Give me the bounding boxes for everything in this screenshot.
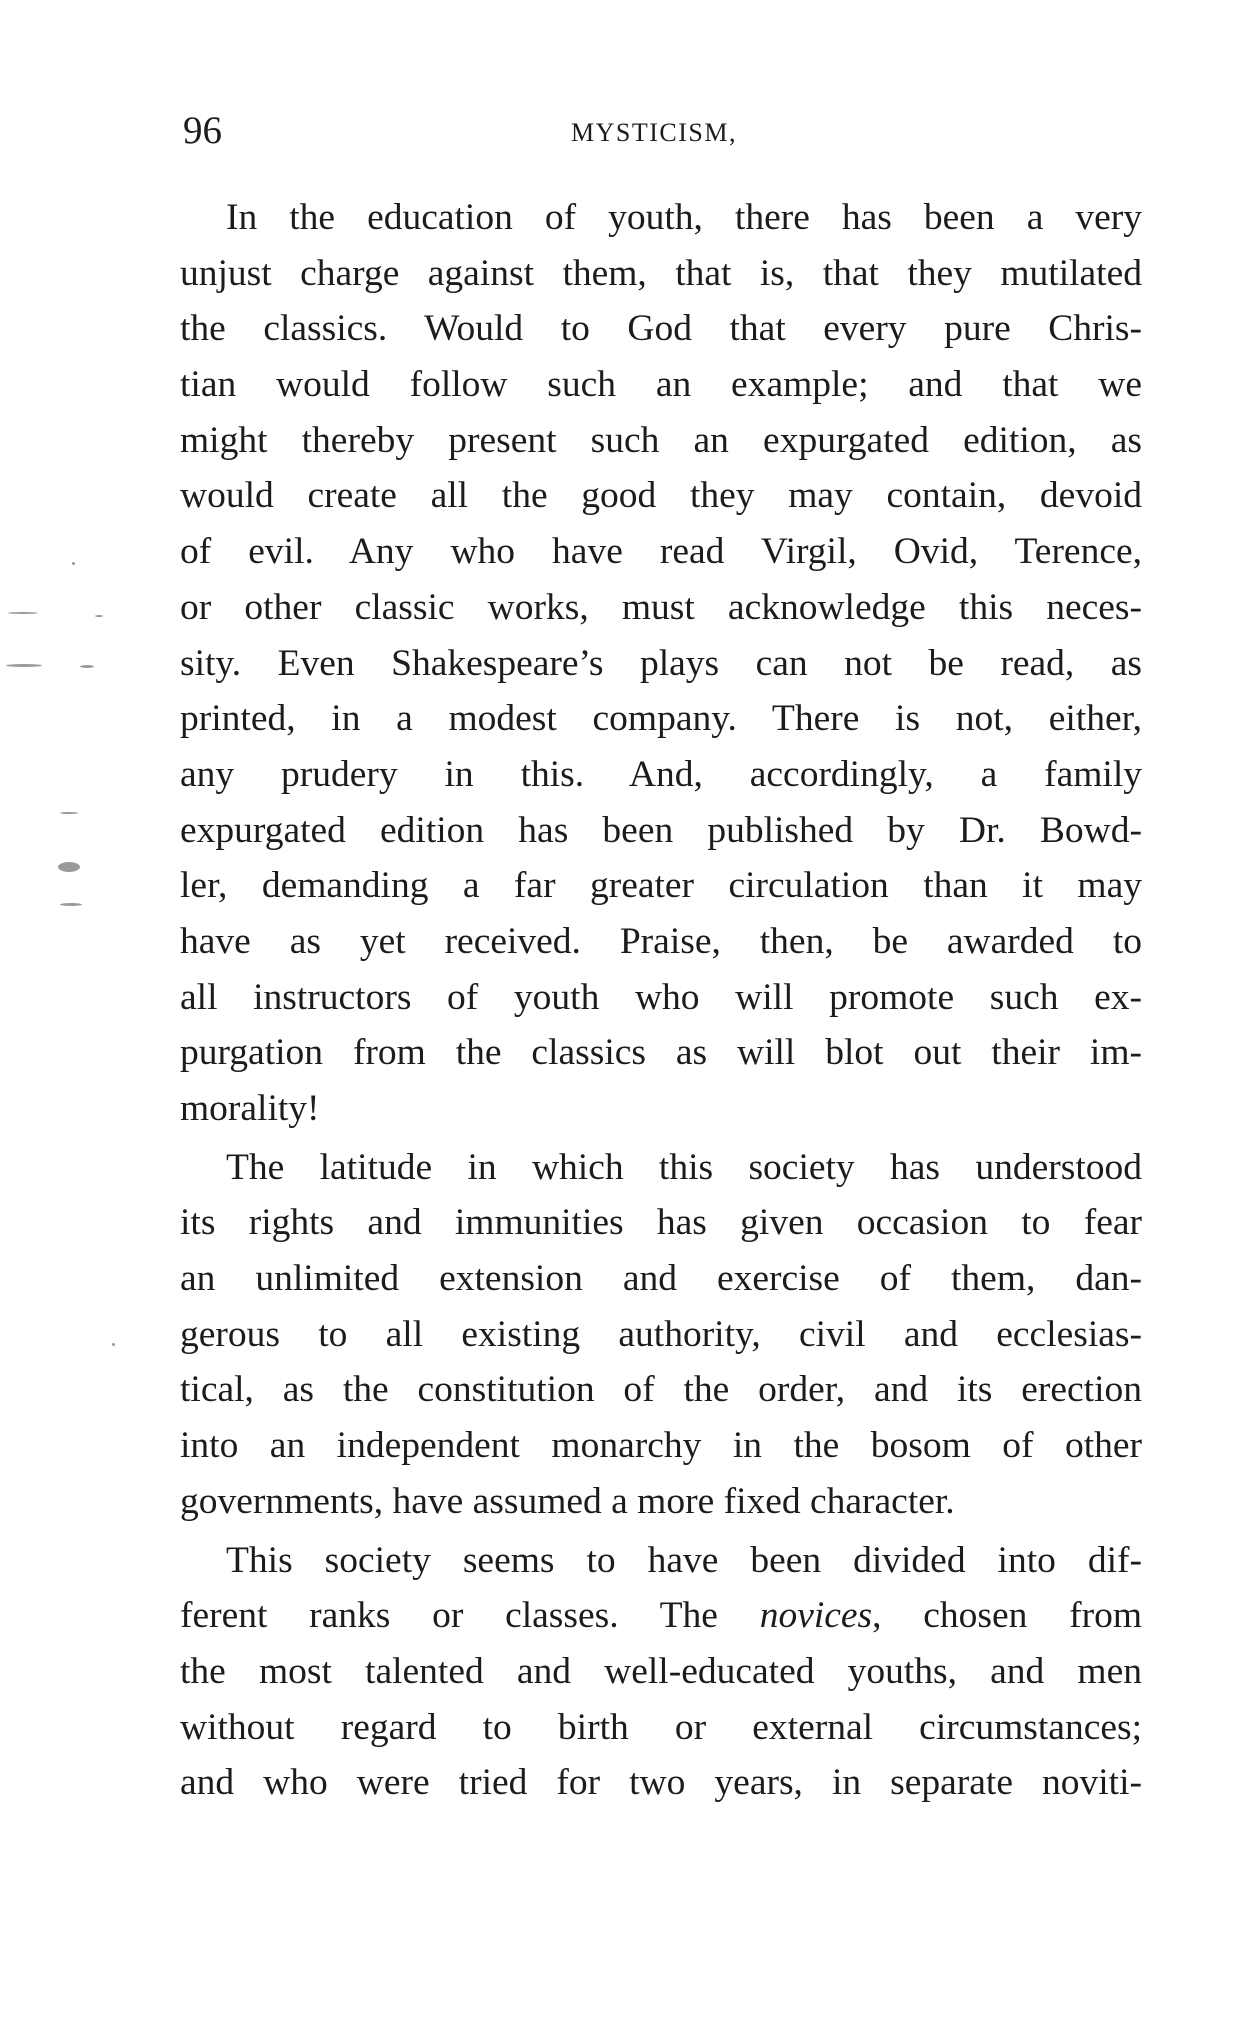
text-line: The latitude in which this society has understood <box>226 1146 1142 1188</box>
text-line: purgation from the classics as will blot out their im- <box>180 1032 1142 1074</box>
margin-speck <box>80 665 94 668</box>
paragraph <box>180 1533 1142 1811</box>
page-header <box>183 108 1143 158</box>
text-line: gerous to all existing authority, civil and ecclesias- <box>180 1313 1142 1355</box>
text-line: all instructors of youth who will promote such ex- <box>180 976 1142 1018</box>
text-run: ferent ranks or classes. The <box>180 1595 760 1637</box>
text-line: the most talented and well-educated youths, and men <box>180 1650 1142 1692</box>
text-line: governments, have assumed a more fixed character. <box>180 1480 955 1522</box>
margin-speck <box>72 562 75 565</box>
margin-speck <box>95 615 103 617</box>
text-line: In the education of youth, there has been a very <box>226 197 1142 238</box>
margin-speck <box>60 903 82 906</box>
text-line: an unlimited extension and exercise of them, dan- <box>180 1258 1142 1300</box>
text-line: into an independent monarchy in the bosom of other <box>180 1425 1142 1467</box>
text-line: of evil. Any who have read Virgil, Ovid, Terence, <box>180 531 1142 573</box>
text-line: without regard to birth or external circumstances; <box>180 1706 1142 1748</box>
text-line: sity. Even Shakespeare’s plays can not be read, as <box>180 642 1142 684</box>
margin-speck <box>60 812 78 814</box>
text-line: printed, in a modest company. There is not, either, <box>180 698 1142 740</box>
text-line: would create all the good they may contain, devoid <box>180 475 1142 517</box>
paragraph <box>180 190 1142 1137</box>
text-line: unjust charge against them, that is, that they mutilated <box>180 252 1142 294</box>
margin-marks <box>0 0 140 2018</box>
text-line: its rights and immunities has given occasion to fear <box>180 1202 1142 1244</box>
text-run: , chosen from <box>872 1595 1143 1637</box>
text-line: or other classic works, must acknowledge this neces- <box>180 586 1142 628</box>
text-line: the classics. Would to God that every pure Chris- <box>180 308 1142 350</box>
text-line: This society seems to have been divided into dif- <box>226 1539 1142 1581</box>
page-number: 96 <box>183 109 222 152</box>
margin-speck <box>8 612 38 614</box>
italic-term-novices: novices <box>759 1595 873 1637</box>
text-line: any prudery in this. And, accordingly, a family <box>180 753 1142 795</box>
text-line: might thereby present such an expurgated edition, as <box>180 419 1142 461</box>
text-line: have as yet received. Praise, then, be awarded to <box>180 920 1142 962</box>
text-line: morality! <box>180 1088 320 1129</box>
margin-speck <box>6 664 42 667</box>
text-line: tical, as the constitution of the order, and its erection <box>180 1369 1142 1411</box>
text-line: tian would follow such an example; and that we <box>180 364 1142 406</box>
running-head: MYSTICISM, <box>571 118 737 147</box>
text-line: and who were tried for two years, in separate noviti- <box>180 1762 1142 1804</box>
paragraph <box>180 1140 1142 1530</box>
margin-speck <box>112 1343 115 1346</box>
margin-speck <box>58 862 80 872</box>
text-line: expurgated edition has been published by Dr. Bowd- <box>180 809 1142 851</box>
text-line <box>180 1588 1142 1644</box>
text-line: ler, demanding a far greater circulation than it may <box>180 865 1142 907</box>
body-text <box>180 190 1142 1811</box>
